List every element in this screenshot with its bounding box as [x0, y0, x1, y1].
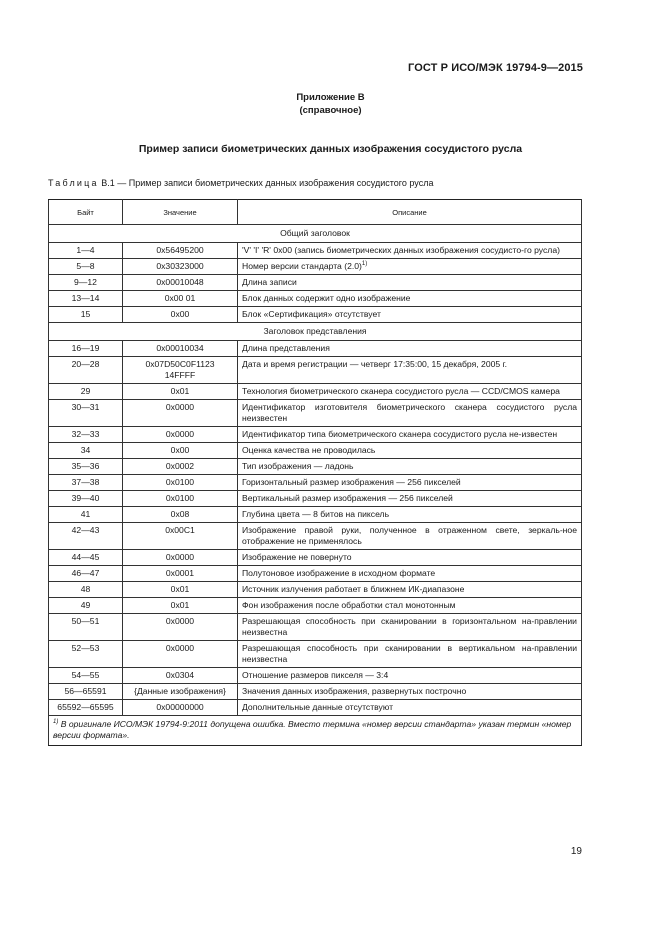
description-cell: [238, 684, 582, 700]
value-line: 0x0100: [165, 493, 195, 503]
value-cell: [123, 684, 238, 700]
byte-cell: 16—19: [49, 341, 123, 357]
table-row: [49, 582, 582, 598]
value-line: 0x56495200: [156, 245, 204, 255]
description-text: Отношение размеров пикселя — 3:4: [242, 670, 389, 680]
appendix-subtitle: (справочное): [299, 105, 362, 116]
value-cell: [123, 307, 238, 323]
value-cell: [123, 641, 238, 668]
value-line: {Данные изображения}: [134, 686, 226, 696]
byte-cell: 56—65591: [49, 684, 123, 700]
table-row: [49, 668, 582, 684]
description-text: Тип изображения — ладонь: [242, 461, 354, 471]
description-text: Номер версии стандарта (2.0): [242, 261, 362, 271]
footnote-row: [49, 716, 582, 746]
document-title: Пример записи биометрических данных изображения сосудистого русла: [138, 143, 523, 155]
section-title: Заголовок представления: [49, 323, 582, 341]
section-header-row: [49, 225, 582, 243]
value-cell: [123, 614, 238, 641]
value-line: 0x08: [170, 509, 190, 519]
byte-cell: 32—33: [49, 427, 123, 443]
value-line: 0x00: [170, 445, 190, 455]
byte-cell: 1—4: [49, 243, 123, 259]
description-cell: [238, 443, 582, 459]
value-line: 0x30323000: [156, 261, 204, 271]
value-cell: [123, 598, 238, 614]
value-cell: [123, 566, 238, 582]
value-line: 0x00010048: [156, 277, 204, 287]
description-cell: [238, 400, 582, 427]
byte-cell: 46—47: [49, 566, 123, 582]
header-value: Значение: [123, 200, 238, 225]
table-row: [49, 614, 582, 641]
value-line: 0x0001: [165, 568, 195, 578]
description-cell: [238, 307, 582, 323]
description-cell: [238, 523, 582, 550]
value-cell: [123, 427, 238, 443]
value-line: 0x01: [170, 600, 190, 610]
byte-cell: 30—31: [49, 400, 123, 427]
table-row: [49, 507, 582, 523]
description-text: Идентификатор изготовителя биометрического сканера сосудистого русла неизвестен: [242, 402, 577, 423]
table-row: [49, 700, 582, 716]
value-line: 0x0000: [165, 616, 195, 626]
byte-cell: 39—40: [49, 491, 123, 507]
description-text: Изображение правой руки, полученное в отраженном свете, зеркаль-ное отображение не применялось: [242, 525, 577, 546]
byte-cell: 54—55: [49, 668, 123, 684]
caption-text: — Пример записи биометрических данных изображения сосудистого русла: [117, 178, 434, 188]
header-byte: Байт: [49, 200, 123, 225]
value-line: 0x0000: [165, 643, 195, 653]
value-cell: [123, 582, 238, 598]
standard-designation: ГОСТ Р ИСО/МЭК 19794-9—2015: [408, 62, 583, 74]
description-cell: [238, 384, 582, 400]
byte-cell: 48: [49, 582, 123, 598]
table-row: [49, 641, 582, 668]
description-text: Фон изображения после обработки стал монотонным: [242, 600, 456, 610]
description-text: Разрешающая способность при сканировании в горизонтальном на-правлении неизвестна: [242, 616, 577, 637]
table-row: [49, 684, 582, 700]
table-row: [49, 523, 582, 550]
caption-number: В.1: [101, 178, 115, 188]
value-line: 0x00000000: [156, 702, 204, 712]
appendix-title: Приложение В: [296, 92, 365, 103]
value-cell: [123, 400, 238, 427]
byte-cell: 34: [49, 443, 123, 459]
description-text: Значения данных изображения, развернутых построчно: [242, 686, 467, 696]
value-line: 14FFFF: [164, 370, 196, 380]
table-row: [49, 341, 582, 357]
description-text: Блок данных содержит одно изображение: [242, 293, 411, 303]
byte-cell: 65592—65595: [49, 700, 123, 716]
footnote-text: В оригинале ИСО/МЭК 19794-9:2011 допущена ошибка. Вместо термина «номер версии стандарта» указан термин «номер версии формата».: [53, 719, 572, 740]
description-cell: [238, 275, 582, 291]
byte-cell: 44—45: [49, 550, 123, 566]
value-line: 0x00: [170, 309, 190, 319]
value-cell: [123, 243, 238, 259]
byte-cell: 42—43: [49, 523, 123, 550]
description-cell: [238, 427, 582, 443]
byte-cell: 9—12: [49, 275, 123, 291]
description-text: Оценка качества не проводилась: [242, 445, 376, 455]
value-line: 0x0304: [165, 670, 195, 680]
description-cell: [238, 598, 582, 614]
description-text: Блок «Сертификация» отсутствует: [242, 309, 381, 319]
description-cell: [238, 259, 582, 275]
table-row: [49, 243, 582, 259]
description-cell: [238, 507, 582, 523]
byte-cell: 13—14: [49, 291, 123, 307]
value-cell: [123, 475, 238, 491]
description-text: Изображение не повернуто: [242, 552, 352, 562]
table-row: [49, 459, 582, 475]
description-cell: [238, 582, 582, 598]
page-number: 19: [570, 846, 582, 857]
value-cell: [123, 700, 238, 716]
table-row: [49, 475, 582, 491]
description-cell: [238, 243, 582, 259]
description-cell: [238, 614, 582, 641]
value-cell: [123, 459, 238, 475]
description-text: Идентификатор типа биометрического сканера сосудистого русла не-известен: [242, 429, 558, 439]
table-row: [49, 357, 582, 384]
table-row: [49, 400, 582, 427]
byte-cell: 35—36: [49, 459, 123, 475]
byte-cell: 20—28: [49, 357, 123, 384]
table-row: [49, 566, 582, 582]
description-cell: [238, 475, 582, 491]
byte-cell: 50—51: [49, 614, 123, 641]
table-header-row: [49, 200, 582, 225]
value-line: 0x00C1: [165, 525, 195, 535]
description-text: Глубина цвета — 8 битов на пиксель: [242, 509, 390, 519]
value-line: 0x0000: [165, 429, 195, 439]
description-cell: [238, 668, 582, 684]
table-caption: [48, 178, 433, 188]
value-line: 0x0000: [165, 402, 195, 412]
value-cell: [123, 668, 238, 684]
value-cell: [123, 443, 238, 459]
value-cell: [123, 550, 238, 566]
value-cell: [123, 384, 238, 400]
description-text: Длина записи: [242, 277, 297, 287]
table-row: [49, 491, 582, 507]
description-text: Длина представления: [242, 343, 330, 353]
description-text: Источник излучения работает в ближнем ИК-диапазоне: [242, 584, 465, 594]
table-row: [49, 598, 582, 614]
value-line: 0x0100: [165, 477, 195, 487]
value-cell: [123, 275, 238, 291]
value-cell: [123, 491, 238, 507]
description-cell: [238, 566, 582, 582]
table-row: [49, 427, 582, 443]
value-line: 0x00 01: [164, 293, 196, 303]
value-cell: [123, 357, 238, 384]
description-cell: [238, 341, 582, 357]
description-text: Вертикальный размер изображения — 256 пикселей: [242, 493, 453, 503]
table-row: [49, 291, 582, 307]
description-text: 'V' 'I' 'R' 0x00 (запись биометрических данных изображения сосудисто-го русла): [242, 245, 560, 255]
footnote-reference: 1): [361, 261, 368, 268]
table-row: [49, 259, 582, 275]
byte-cell: 5—8: [49, 259, 123, 275]
byte-cell: 52—53: [49, 641, 123, 668]
value-cell: [123, 507, 238, 523]
value-line: 0x0002: [165, 461, 195, 471]
description-cell: [238, 700, 582, 716]
value-cell: [123, 523, 238, 550]
description-cell: [238, 357, 582, 384]
footnote: [49, 716, 582, 746]
value-cell: [123, 291, 238, 307]
appendix-heading: [0, 91, 661, 117]
value-line: 0x01: [170, 386, 190, 396]
table-row: [49, 384, 582, 400]
value-line: 0x0000: [165, 552, 195, 562]
data-table: [48, 199, 582, 746]
value-cell: [123, 259, 238, 275]
footnote-mark: 1): [53, 719, 59, 726]
description-cell: [238, 291, 582, 307]
value-line: 0x01: [170, 584, 190, 594]
value-line: 0x00010034: [156, 343, 204, 353]
section-title: Общий заголовок: [49, 225, 582, 243]
header-description: Описание: [238, 200, 582, 225]
description-cell: [238, 491, 582, 507]
table-row: [49, 443, 582, 459]
description-cell: [238, 641, 582, 668]
description-text: Полутоновое изображение в исходном формате: [242, 568, 436, 578]
description-text: Технология биометрического сканера сосудистого русла — CCD/CMOS камера: [242, 386, 560, 396]
value-cell: [123, 341, 238, 357]
caption-prefix: Таблица: [48, 178, 99, 188]
value-line: 0x07D50C0F1123: [145, 359, 215, 369]
byte-cell: 41: [49, 507, 123, 523]
description-text: Дополнительные данные отсутствуют: [242, 702, 394, 712]
description-cell: [238, 550, 582, 566]
description-cell: [238, 459, 582, 475]
byte-cell: 49: [49, 598, 123, 614]
table-row: [49, 307, 582, 323]
byte-cell: 37—38: [49, 475, 123, 491]
description-text: Разрешающая способность при сканировании в вертикальном на-правлении неизвестна: [242, 643, 577, 664]
byte-cell: 29: [49, 384, 123, 400]
description-text: Горизонтальный размер изображения — 256 пикселей: [242, 477, 461, 487]
table-row: [49, 550, 582, 566]
table-row: [49, 275, 582, 291]
section-header-row: [49, 323, 582, 341]
description-text: Дата и время регистрации — четверг 17:35:00, 15 декабря, 2005 г.: [242, 359, 508, 369]
byte-cell: 15: [49, 307, 123, 323]
